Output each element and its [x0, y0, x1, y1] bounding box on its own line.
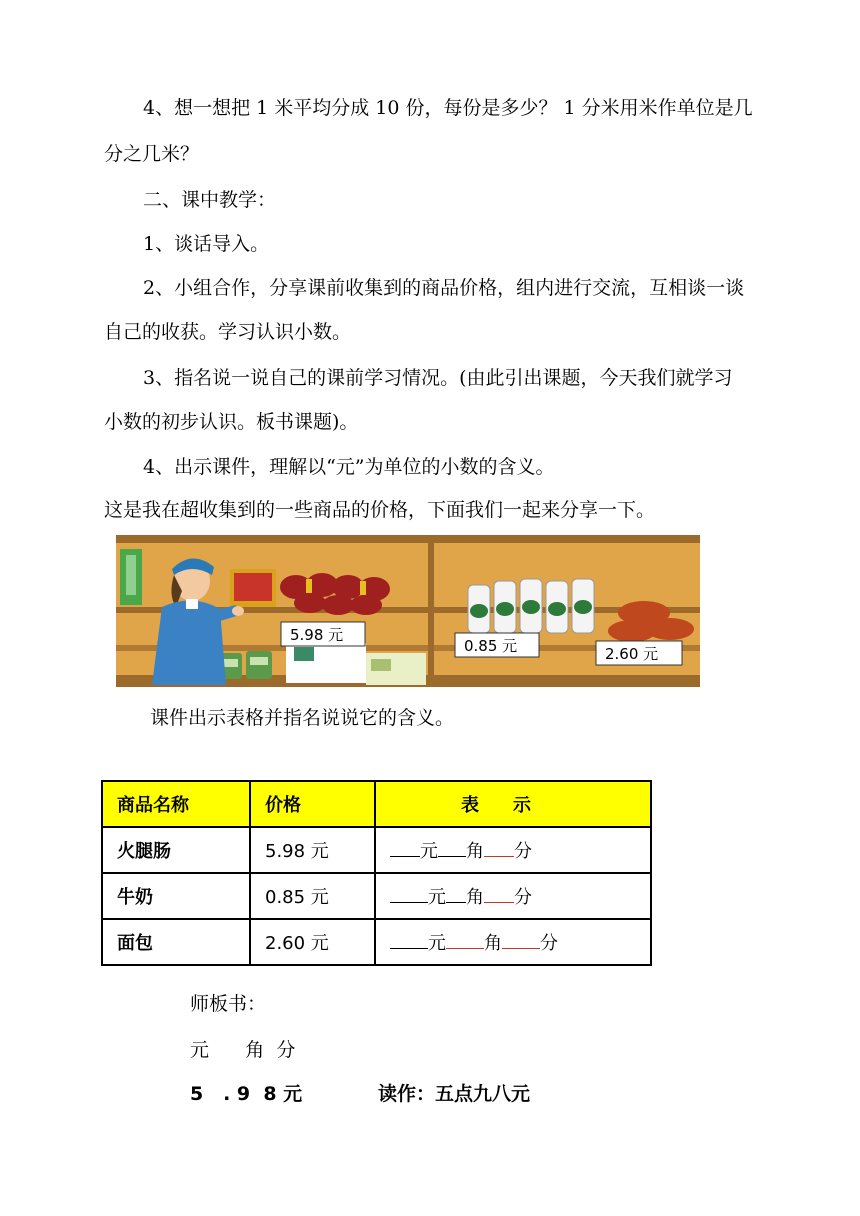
section-heading-lesson: 二、课中教学： [143, 189, 277, 211]
unit-fen: 分 [540, 933, 558, 954]
table-row [102, 873, 651, 919]
paragraph-step-3: 3、指名说一说自己的课前学习情况。(由此引出课题，今天我们就学习 [143, 367, 733, 389]
product-name: 面包 [102, 919, 250, 965]
board-title: 师板书： [190, 993, 267, 1015]
unit-yuan: 元 [428, 933, 446, 954]
product-price: 2.60 元 [250, 919, 375, 965]
unit-jiao: 角 [484, 933, 502, 954]
paragraph-question-4: 4、想一想把 1 米平均分成 10 份，每份是多少？ 1 分米用米作单位是几 [143, 97, 753, 119]
table-row [102, 827, 651, 873]
fill-in-blanks [375, 827, 651, 873]
unit-fen: 分 [514, 841, 532, 862]
fill-in-blanks [375, 873, 651, 919]
blank-jiao[interactable] [438, 838, 466, 857]
product-price: 0.85 元 [250, 873, 375, 919]
price-tag-bread: 2.60 元 [605, 645, 659, 663]
product-price: 5.98 元 [250, 827, 375, 873]
blank-fen[interactable] [484, 838, 514, 857]
product-name: 火腿肠 [102, 827, 250, 873]
unit-yuan: 元 [428, 887, 446, 908]
supermarket-illustration [116, 535, 700, 687]
header-meaning: 表示 [375, 781, 651, 827]
fill-in-blanks [375, 919, 651, 965]
blank-fen[interactable] [484, 884, 514, 903]
unit-fen: 分 [514, 887, 532, 908]
paragraph-step-4: 4、出示课件，理解以“元”为单位的小数的含义。 [143, 456, 555, 478]
blank-jiao[interactable] [446, 884, 466, 903]
price-tag-sausage: 5.98 元 [290, 626, 344, 644]
blank-yuan[interactable] [390, 930, 428, 949]
blank-fen[interactable] [502, 930, 540, 949]
price-table [101, 780, 652, 966]
blank-yuan[interactable] [390, 838, 420, 857]
paragraph-step-2-cont: 自己的收获。学习认识小数。 [104, 321, 352, 343]
paragraph-question-4-cont: 分之几米？ [104, 143, 200, 165]
board-digits: 5 . 9 8 元 [190, 1083, 303, 1105]
unit-jiao: 角 [466, 841, 484, 862]
board-units-line: 元 角 分 [190, 1039, 296, 1061]
board-reading: 读作：五点九八元 [378, 1083, 531, 1105]
header-product-name: 商品名称 [102, 781, 250, 827]
unit-jiao: 角 [466, 887, 484, 908]
blank-jiao[interactable] [446, 930, 484, 949]
table-row [102, 919, 651, 965]
header-price: 价格 [250, 781, 375, 827]
product-name: 牛奶 [102, 873, 250, 919]
paragraph-step-3-cont: 小数的初步认识。板书课题)。 [104, 411, 359, 433]
paragraph-step-2: 2、小组合作，分享课前收集到的商品价格，组内进行交流，互相谈一谈 [143, 277, 745, 299]
price-tag-milk: 0.85 元 [464, 637, 518, 655]
paragraph-step-1: 1、谈话导入。 [143, 233, 270, 255]
paragraph-intro: 这是我在超收集到的一些商品的价格，下面我们一起来分享一下。 [104, 499, 656, 521]
table-header-row [102, 781, 651, 827]
paragraph-table-intro: 课件出示表格并指名说说它的含义。 [150, 707, 455, 729]
blank-yuan[interactable] [390, 884, 428, 903]
unit-yuan: 元 [420, 841, 438, 862]
